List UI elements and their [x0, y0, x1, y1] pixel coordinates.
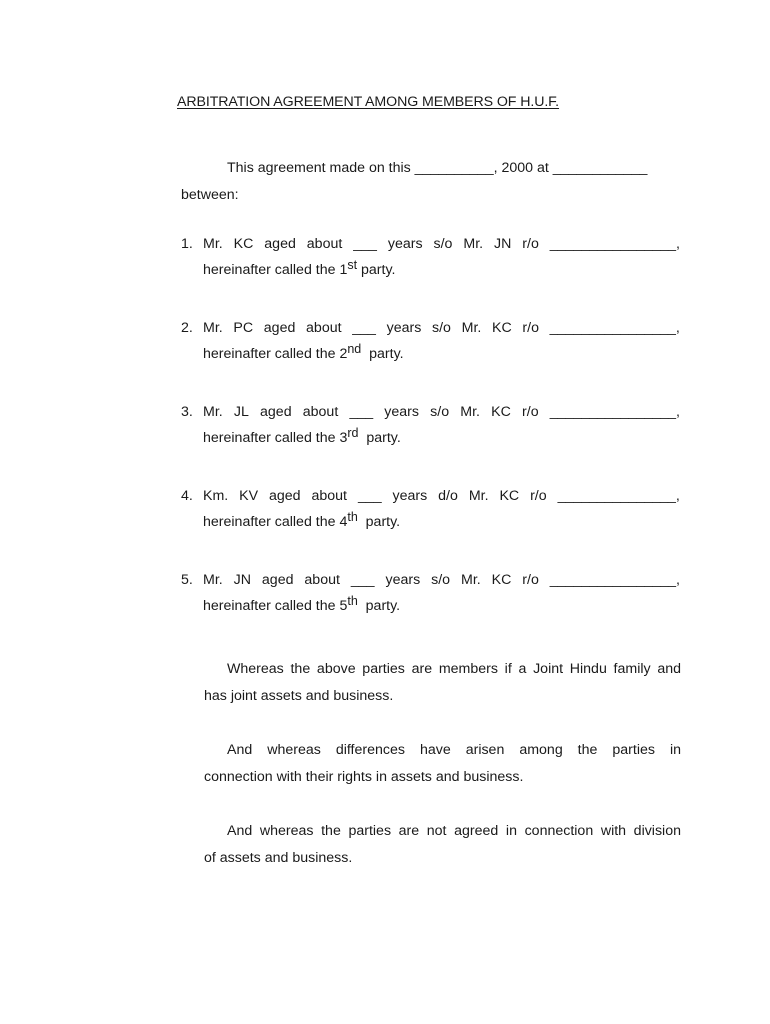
party-word: Mr.	[463, 236, 484, 252]
party-word: Mr.	[203, 236, 223, 252]
recital-line-1: Whereas the above parties are members if a Joint Hindu family and	[227, 661, 681, 677]
recital-paragraph	[204, 656, 681, 710]
document-title: ARBITRATION AGREEMENT AMONG MEMBERS OF H.U.F.	[177, 94, 560, 110]
ordinal-suffix: st	[347, 258, 358, 272]
recital-paragraph	[204, 818, 681, 872]
party-designation-prefix: hereinafter called the 5	[203, 598, 348, 614]
party-designation-line	[203, 258, 680, 278]
party-word: s/o	[432, 320, 451, 336]
party-word: ___	[350, 572, 375, 588]
party-designation-prefix: hereinafter called the 3	[203, 430, 348, 446]
intro-paragraph	[181, 155, 680, 209]
party-item	[181, 236, 680, 278]
ordinal-suffix: th	[347, 594, 358, 608]
party-word: aged	[263, 320, 296, 336]
party-word: ________________,	[549, 320, 680, 336]
party-details-line	[181, 236, 680, 252]
party-word: about	[306, 320, 342, 336]
party-item	[181, 404, 680, 446]
party-word: about	[311, 488, 348, 504]
party-number: 2.	[181, 320, 193, 336]
ordinal-suffix: th	[347, 510, 358, 524]
party-designation-suffix: party.	[357, 514, 401, 530]
party-word: years	[386, 320, 422, 336]
party-item	[181, 572, 680, 614]
party-word: JN	[233, 572, 251, 588]
party-word: KV	[239, 488, 259, 504]
party-designation-suffix: party.	[361, 346, 404, 362]
party-number: 1.	[181, 236, 193, 252]
party-word: KC	[492, 320, 512, 336]
party-word: ___	[352, 320, 376, 336]
party-designation-suffix: party.	[358, 430, 401, 446]
ordinal-suffix: nd	[347, 342, 362, 356]
party-details-line	[181, 572, 680, 588]
intro-line-2: between:	[181, 187, 239, 203]
party-word: ________________,	[549, 404, 680, 420]
party-number: 4.	[181, 488, 193, 504]
party-word: PC	[233, 320, 254, 336]
party-word: aged	[269, 488, 301, 504]
party-details-text	[203, 320, 680, 336]
party-number: 5.	[181, 572, 193, 588]
party-word: about	[304, 572, 340, 588]
party-word: aged	[264, 236, 296, 252]
intro-line-1: This agreement made on this __________, 2000 at ____________	[227, 160, 648, 176]
party-word: r/o	[530, 488, 547, 504]
party-word: about	[306, 236, 343, 252]
party-word: Mr.	[203, 572, 223, 588]
party-word: years	[384, 404, 419, 420]
recital-paragraph	[204, 737, 681, 791]
party-designation-suffix: party.	[357, 598, 401, 614]
party-word: KC	[233, 236, 254, 252]
party-word: ________________,	[549, 572, 680, 588]
party-details-text	[203, 572, 680, 588]
party-word: KC	[491, 572, 512, 588]
party-designation-prefix: hereinafter called the 1	[203, 262, 348, 278]
party-word: ________________,	[549, 236, 680, 252]
party-word: _______________,	[557, 488, 680, 504]
party-word: Km.	[203, 488, 229, 504]
recital-line-2: connection with their rights in assets and business.	[204, 769, 524, 785]
party-word: ___	[357, 488, 382, 504]
party-details-text	[203, 404, 680, 420]
party-word: s/o	[431, 572, 451, 588]
party-word: Mr.	[461, 572, 481, 588]
party-word: KC	[491, 404, 511, 420]
party-word: Mr.	[460, 404, 480, 420]
recital-line-2: has joint assets and business.	[204, 688, 394, 704]
party-details-line	[181, 404, 680, 420]
party-word: Mr.	[203, 320, 223, 336]
party-word: d/o	[438, 488, 458, 504]
party-word: Mr.	[203, 404, 223, 420]
party-item	[181, 320, 680, 362]
party-designation-prefix: hereinafter called the 2	[203, 346, 348, 362]
party-word: Mr.	[461, 320, 482, 336]
recital-line-1: And whereas differences have arisen among the parties in	[227, 742, 681, 758]
party-word: r/o	[522, 320, 539, 336]
party-word: s/o	[430, 404, 450, 420]
party-word: years	[392, 488, 428, 504]
party-word: Mr.	[468, 488, 489, 504]
party-word: s/o	[433, 236, 453, 252]
party-word: years	[387, 236, 423, 252]
party-word: ___	[349, 404, 374, 420]
party-designation-suffix: party.	[357, 262, 396, 278]
party-designation-line	[203, 510, 680, 530]
party-word: JL	[233, 404, 249, 420]
recital-line-1: And whereas the parties are not agreed in connection with division	[227, 823, 681, 839]
party-word: r/o	[522, 236, 539, 252]
party-word: aged	[261, 572, 294, 588]
party-details-text	[203, 236, 680, 252]
party-word: r/o	[522, 404, 539, 420]
party-designation-line	[203, 342, 680, 362]
party-word: years	[385, 572, 421, 588]
ordinal-suffix: rd	[347, 426, 359, 440]
party-details-line	[181, 488, 680, 504]
party-word: about	[302, 404, 339, 420]
party-item	[181, 488, 680, 530]
party-designation-prefix: hereinafter called the 4	[203, 514, 348, 530]
party-word: JN	[494, 236, 512, 252]
party-word: ___	[353, 236, 377, 252]
party-designation-line	[203, 594, 680, 614]
party-word: r/o	[522, 572, 539, 588]
recital-line-2: of assets and business.	[204, 850, 353, 866]
party-designation-line	[203, 426, 680, 446]
party-word: KC	[499, 488, 520, 504]
party-details-line	[181, 320, 680, 336]
party-details-text	[203, 488, 680, 504]
party-number: 3.	[181, 404, 193, 420]
party-word: aged	[260, 404, 292, 420]
